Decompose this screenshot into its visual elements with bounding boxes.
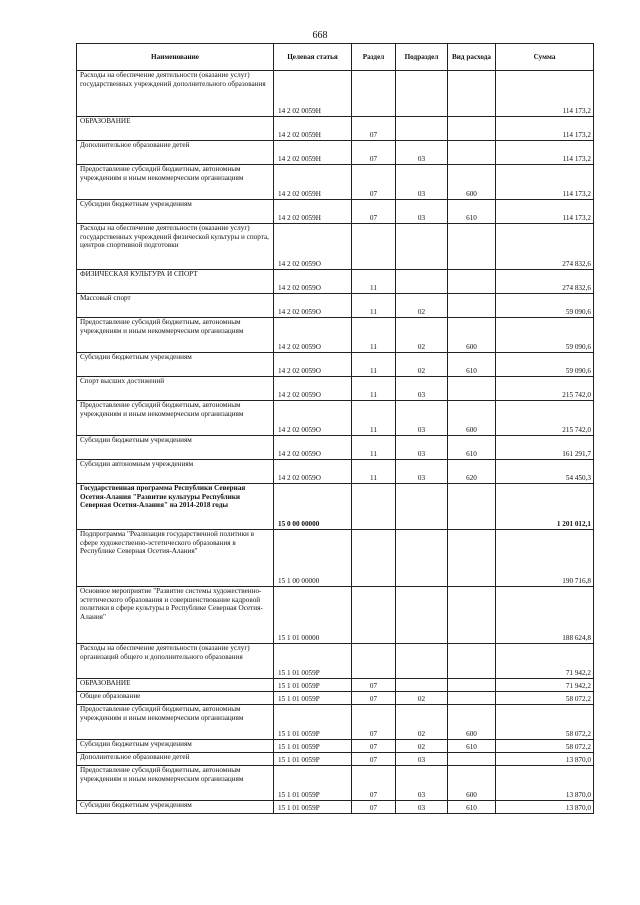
row-subsection: 02	[396, 294, 448, 318]
table-row	[77, 753, 594, 766]
row-amount: 59 090,6	[496, 294, 594, 318]
table-row	[77, 353, 594, 377]
row-target-article: 15 1 01 0059Р	[274, 766, 352, 801]
row-subsection: 03	[396, 141, 448, 165]
row-target-article: 15 1 01 0059Р	[274, 692, 352, 705]
row-target-article: 15 1 00 00000	[274, 530, 352, 587]
row-target-article: 14 2 02 0059Н	[274, 117, 352, 141]
row-name: Подпрограмма "Реализация государственной политики в сфере художественно-эстетического образования в Республике Северная Осетия-Алания"	[77, 530, 274, 587]
row-expense-type	[448, 679, 496, 692]
table-row	[77, 587, 594, 644]
table-row	[77, 270, 594, 294]
row-amount: 114 173,2	[496, 200, 594, 224]
row-amount: 188 624,8	[496, 587, 594, 644]
row-amount: 58 072,2	[496, 740, 594, 753]
row-section: 07	[352, 766, 396, 801]
row-target-article: 15 0 00 00000	[274, 484, 352, 530]
row-amount: 215 742,0	[496, 377, 594, 401]
row-subsection	[396, 117, 448, 141]
table-header-row	[77, 44, 594, 71]
table-row	[77, 165, 594, 200]
header-name: Наименование	[77, 44, 274, 71]
row-name: Субсидии автономным учреждениям	[77, 460, 274, 484]
row-name: Субсидии бюджетным учреждениям	[77, 740, 274, 753]
row-name: Основное мероприятие "Развитие системы художественно-эстетического образования и совершенствование кадровой политики в сфере культуры в Республике Северная Осетия-Алания"	[77, 587, 274, 644]
row-subsection: 02	[396, 318, 448, 353]
row-amount: 59 090,6	[496, 353, 594, 377]
row-section: 11	[352, 270, 396, 294]
row-amount: 114 173,2	[496, 165, 594, 200]
row-subsection: 02	[396, 353, 448, 377]
table-row	[77, 705, 594, 740]
page-number: 668	[312, 30, 328, 41]
row-expense-type	[448, 484, 496, 530]
row-section: 07	[352, 740, 396, 753]
header-subsection: Подраздел	[396, 44, 448, 71]
row-section: 07	[352, 705, 396, 740]
table-row	[77, 766, 594, 801]
row-name: ФИЗИЧЕСКАЯ КУЛЬТУРА И СПОРТ	[77, 270, 274, 294]
table-row	[77, 679, 594, 692]
row-expense-type	[448, 753, 496, 766]
row-subsection	[396, 587, 448, 644]
row-subsection	[396, 679, 448, 692]
row-amount: 190 716,8	[496, 530, 594, 587]
header-section: Раздел	[352, 44, 396, 71]
row-subsection: 02	[396, 740, 448, 753]
row-section: 07	[352, 801, 396, 814]
row-expense-type: 600	[448, 401, 496, 436]
row-section: 07	[352, 200, 396, 224]
row-expense-type: 600	[448, 766, 496, 801]
row-target-article: 15 1 01 0059Р	[274, 679, 352, 692]
row-name: Общее образование	[77, 692, 274, 705]
row-subsection: 03	[396, 436, 448, 460]
row-subsection	[396, 71, 448, 117]
row-amount: 1 201 012,1	[496, 484, 594, 530]
table-row	[77, 71, 594, 117]
row-subsection	[396, 270, 448, 294]
row-section: 07	[352, 117, 396, 141]
table-row	[77, 377, 594, 401]
row-section	[352, 224, 396, 270]
row-subsection: 03	[396, 753, 448, 766]
row-subsection: 03	[396, 401, 448, 436]
row-subsection	[396, 644, 448, 679]
row-target-article: 15 1 01 0059Р	[274, 753, 352, 766]
table-row	[77, 294, 594, 318]
row-amount: 54 450,3	[496, 460, 594, 484]
row-expense-type	[448, 377, 496, 401]
row-expense-type: 600	[448, 705, 496, 740]
row-subsection: 03	[396, 460, 448, 484]
row-section: 07	[352, 679, 396, 692]
table-row	[77, 460, 594, 484]
row-amount: 274 832,6	[496, 270, 594, 294]
row-target-article: 14 2 02 0059О	[274, 353, 352, 377]
row-subsection: 02	[396, 692, 448, 705]
row-expense-type: 610	[448, 740, 496, 753]
row-expense-type	[448, 117, 496, 141]
table-row	[77, 436, 594, 460]
row-amount: 274 832,6	[496, 224, 594, 270]
row-name: Расходы на обеспечение деятельности (оказание услуг) государственных учреждений физической культуры и спорта, центров спортивной подготовки	[77, 224, 274, 270]
budget-table	[76, 43, 594, 814]
table-row	[77, 740, 594, 753]
row-section: 11	[352, 377, 396, 401]
row-name: Субсидии бюджетным учреждениям	[77, 353, 274, 377]
row-name: Расходы на обеспечение деятельности (оказание услуг) государственных учреждений дополнительного образования	[77, 71, 274, 117]
row-amount: 71 942,2	[496, 679, 594, 692]
row-section	[352, 530, 396, 587]
row-subsection	[396, 224, 448, 270]
row-expense-type: 610	[448, 436, 496, 460]
row-expense-type	[448, 270, 496, 294]
row-amount: 114 173,2	[496, 141, 594, 165]
row-amount: 161 291,7	[496, 436, 594, 460]
row-expense-type: 620	[448, 460, 496, 484]
table-row	[77, 484, 594, 530]
row-expense-type	[448, 141, 496, 165]
table-row	[77, 224, 594, 270]
row-amount: 114 173,2	[496, 117, 594, 141]
row-subsection: 03	[396, 200, 448, 224]
row-section: 11	[352, 460, 396, 484]
row-name: ОБРАЗОВАНИЕ	[77, 679, 274, 692]
row-section: 11	[352, 294, 396, 318]
table-row	[77, 401, 594, 436]
row-subsection: 03	[396, 377, 448, 401]
row-subsection: 02	[396, 705, 448, 740]
row-expense-type	[448, 644, 496, 679]
row-target-article: 14 2 02 0059Н	[274, 141, 352, 165]
row-section: 07	[352, 165, 396, 200]
row-section: 07	[352, 753, 396, 766]
table-row	[77, 801, 594, 814]
row-subsection: 03	[396, 165, 448, 200]
row-target-article: 15 1 01 00000	[274, 587, 352, 644]
table-row	[77, 644, 594, 679]
row-name: Спорт высших достижений	[77, 377, 274, 401]
row-subsection: 03	[396, 766, 448, 801]
row-target-article: 14 2 02 0059О	[274, 224, 352, 270]
row-section	[352, 587, 396, 644]
row-target-article: 14 2 02 0059О	[274, 377, 352, 401]
row-name: Дополнительное образование детей	[77, 753, 274, 766]
row-expense-type	[448, 692, 496, 705]
table-row	[77, 318, 594, 353]
row-name: ОБРАЗОВАНИЕ	[77, 117, 274, 141]
row-target-article: 14 2 02 0059Н	[274, 165, 352, 200]
table-row	[77, 117, 594, 141]
row-amount: 13 870,0	[496, 766, 594, 801]
header-amount: Сумма	[496, 44, 594, 71]
table-row	[77, 141, 594, 165]
row-section: 11	[352, 436, 396, 460]
row-name: Предоставление субсидий бюджетным, автономным учреждениям и иным некоммерческим организациям	[77, 318, 274, 353]
row-name: Предоставление субсидий бюджетным, автономным учреждениям и иным некоммерческим организациям	[77, 401, 274, 436]
row-section: 07	[352, 141, 396, 165]
row-subsection	[396, 530, 448, 587]
row-amount: 58 072,2	[496, 705, 594, 740]
row-expense-type	[448, 530, 496, 587]
row-expense-type: 600	[448, 165, 496, 200]
row-amount: 59 090,6	[496, 318, 594, 353]
row-name: Предоставление субсидий бюджетным, автономным учреждениям и иным некоммерческим организациям	[77, 705, 274, 740]
row-amount: 71 942,2	[496, 644, 594, 679]
row-name: Дополнительное образование детей	[77, 141, 274, 165]
header-target-article: Целевая статья	[274, 44, 352, 71]
row-target-article: 15 1 01 0059Р	[274, 740, 352, 753]
row-target-article: 14 2 02 0059О	[274, 401, 352, 436]
row-target-article: 14 2 02 0059О	[274, 436, 352, 460]
row-name: Субсидии бюджетным учреждениям	[77, 436, 274, 460]
row-section: 11	[352, 353, 396, 377]
row-section	[352, 644, 396, 679]
row-expense-type	[448, 294, 496, 318]
row-amount: 215 742,0	[496, 401, 594, 436]
row-section	[352, 484, 396, 530]
row-name: Предоставление субсидий бюджетным, автономным учреждениям и иным некоммерческим организациям	[77, 165, 274, 200]
row-section: 11	[352, 318, 396, 353]
row-subsection	[396, 484, 448, 530]
row-name: Расходы на обеспечение деятельности (оказание услуг) организаций общего и дополнительного образования	[77, 644, 274, 679]
row-expense-type	[448, 587, 496, 644]
row-amount: 13 870,0	[496, 753, 594, 766]
row-section	[352, 71, 396, 117]
row-target-article: 14 2 02 0059О	[274, 270, 352, 294]
row-amount: 58 072,2	[496, 692, 594, 705]
row-section: 07	[352, 692, 396, 705]
row-expense-type: 600	[448, 318, 496, 353]
row-name: Субсидии бюджетным учреждениям	[77, 801, 274, 814]
row-section: 11	[352, 401, 396, 436]
row-expense-type: 610	[448, 200, 496, 224]
header-expense-type: Вид расхода	[448, 44, 496, 71]
row-expense-type	[448, 224, 496, 270]
row-target-article: 14 2 02 0059Н	[274, 200, 352, 224]
row-expense-type: 610	[448, 801, 496, 814]
row-target-article: 14 2 02 0059О	[274, 460, 352, 484]
row-name: Субсидии бюджетным учреждениям	[77, 200, 274, 224]
row-target-article: 14 2 02 0059О	[274, 294, 352, 318]
row-target-article: 15 1 01 0059Р	[274, 705, 352, 740]
row-name: Государственная программа Республики Северная Осетия-Алания "Развитие культуры Республики Северная Осетия-Алания" на 2014-2018 годы	[77, 484, 274, 530]
table-row	[77, 530, 594, 587]
row-subsection: 03	[396, 801, 448, 814]
row-target-article: 14 2 02 0059Н	[274, 71, 352, 117]
table-row	[77, 692, 594, 705]
row-target-article: 14 2 02 0059О	[274, 318, 352, 353]
row-expense-type: 610	[448, 353, 496, 377]
row-target-article: 15 1 01 0059Р	[274, 644, 352, 679]
row-expense-type	[448, 71, 496, 117]
row-target-article: 15 1 01 0059Р	[274, 801, 352, 814]
row-amount: 13 870,0	[496, 801, 594, 814]
row-amount: 114 173,2	[496, 71, 594, 117]
table-row	[77, 200, 594, 224]
row-name: Предоставление субсидий бюджетным, автономным учреждениям и иным некоммерческим организациям	[77, 766, 274, 801]
row-name: Массовый спорт	[77, 294, 274, 318]
